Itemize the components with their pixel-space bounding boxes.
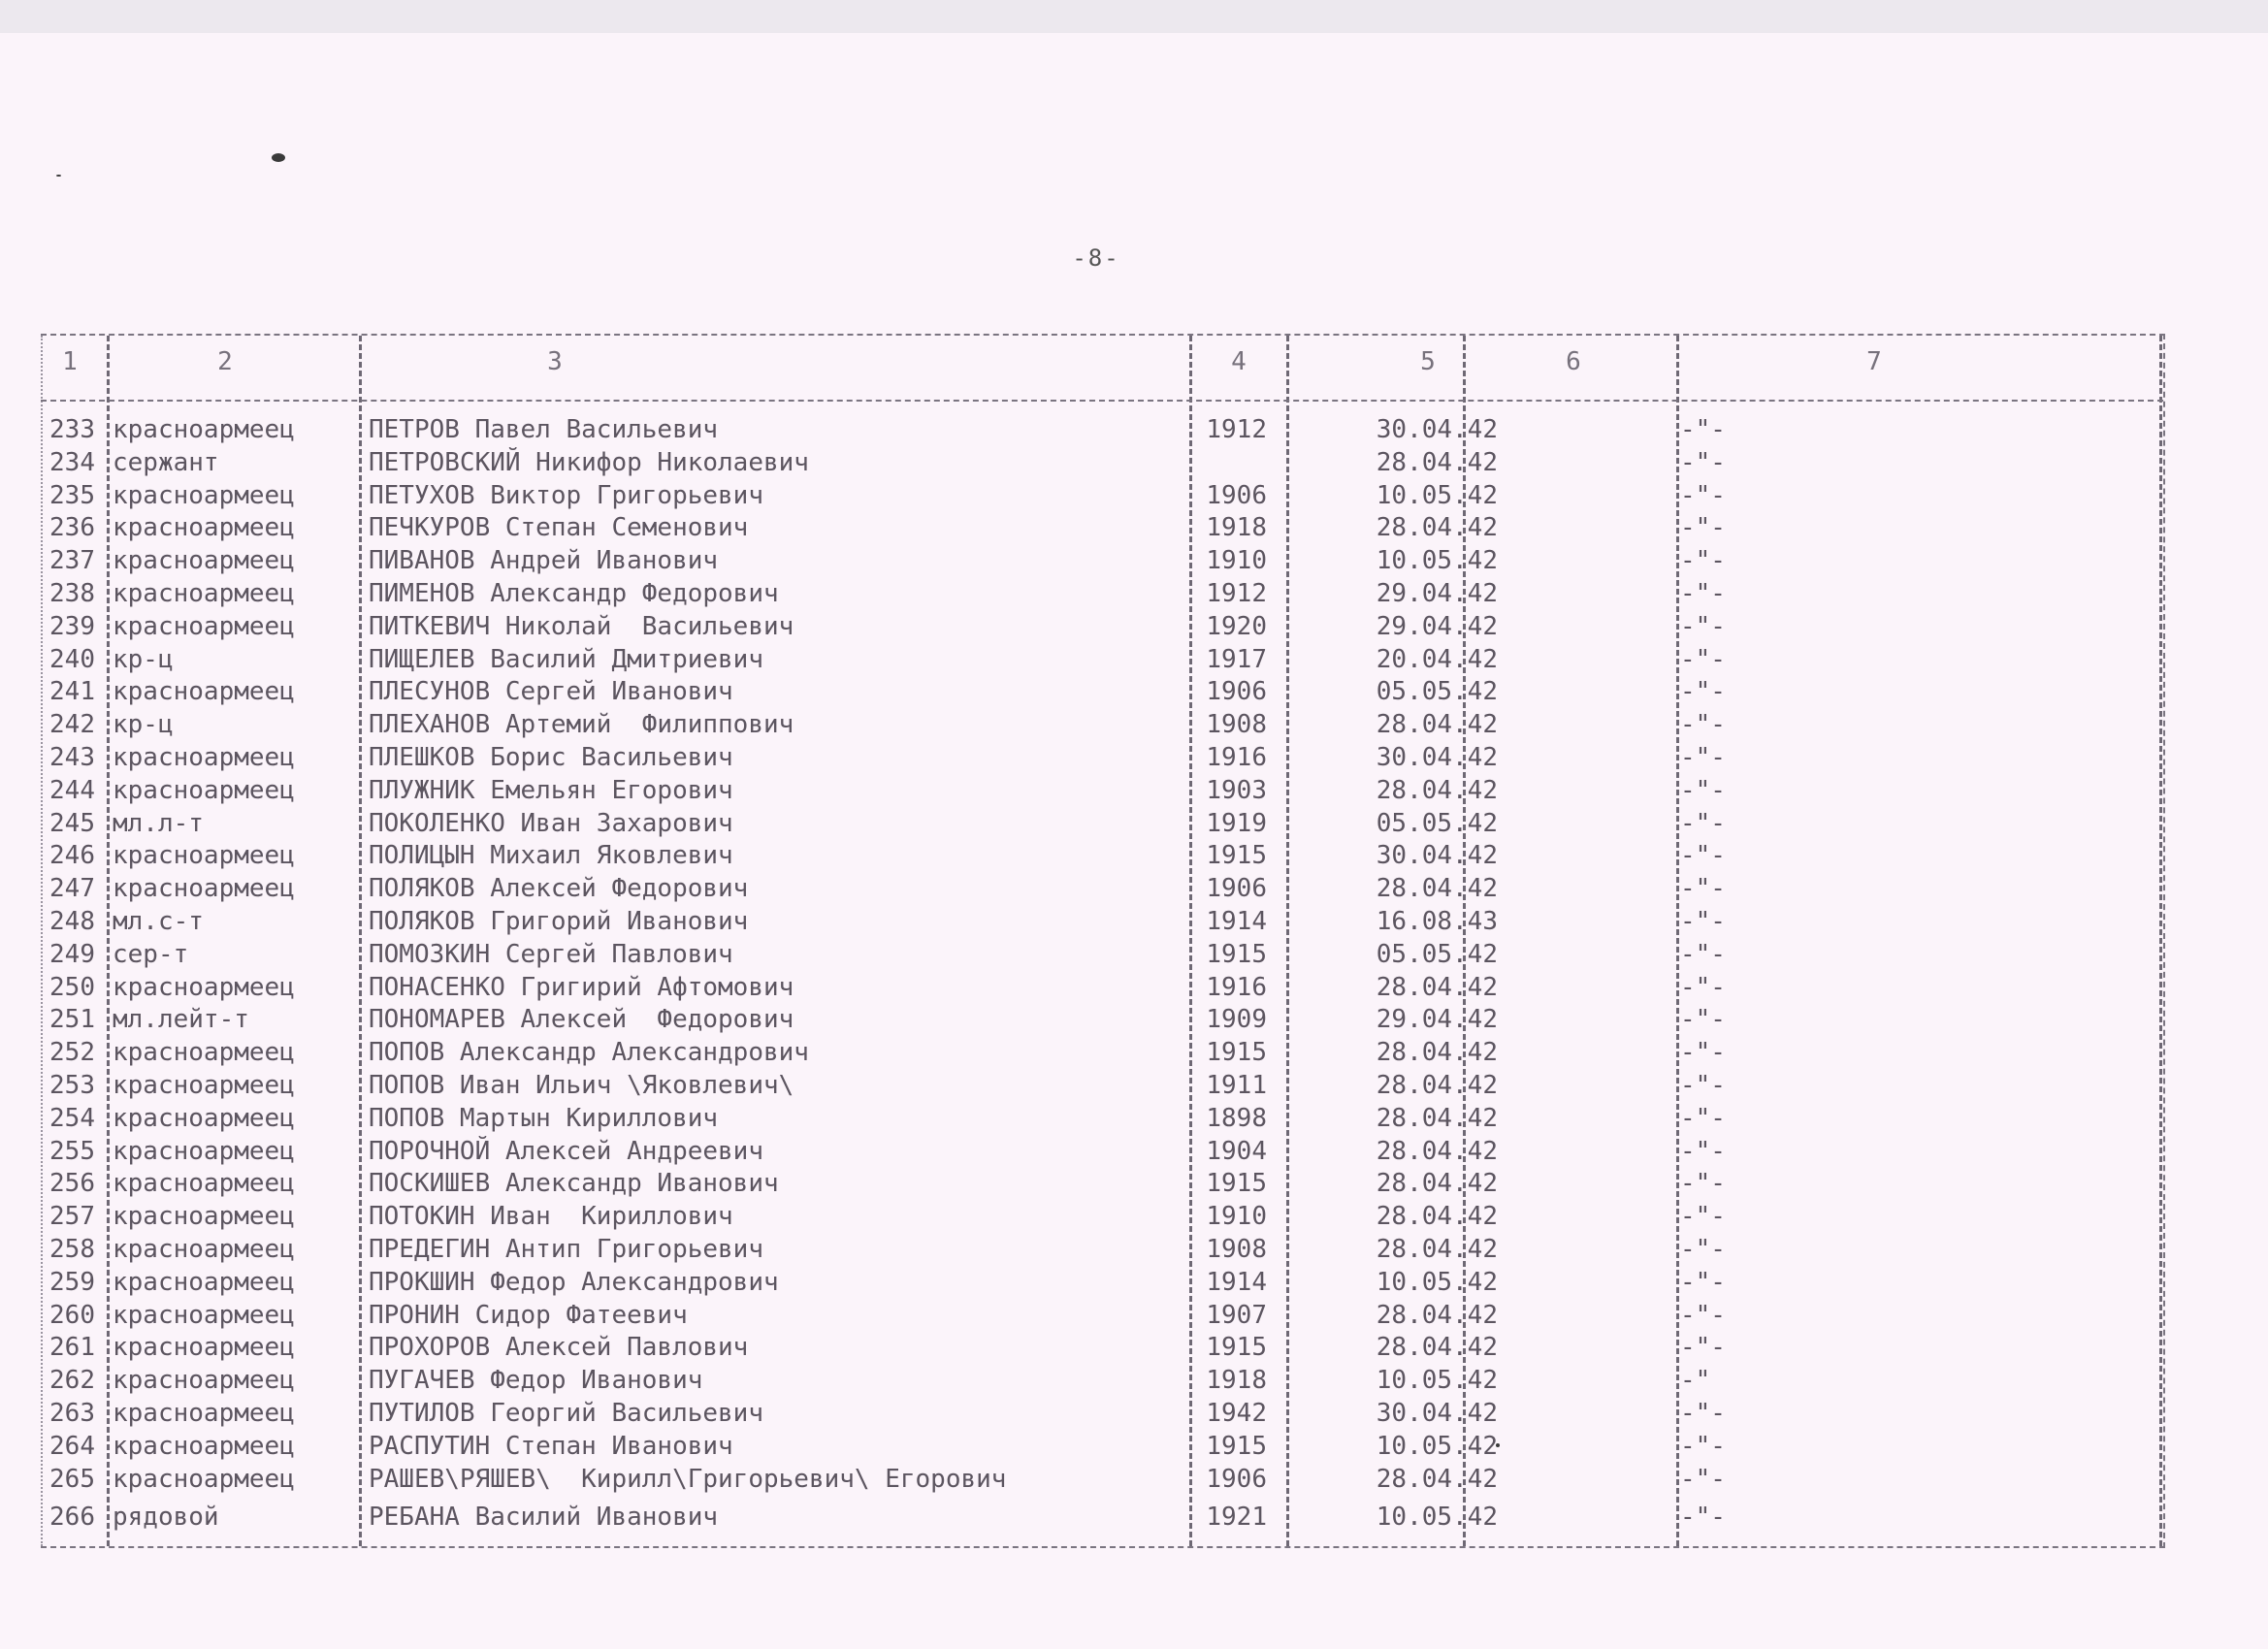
date-cell: 28.04.42	[1376, 972, 1498, 1002]
record-number: 243	[49, 743, 95, 772]
ditto-mark-cell: -"-	[1680, 1399, 1726, 1428]
ditto-mark-cell: -"-	[1680, 1267, 1726, 1297]
date-cell: 28.04.42	[1376, 710, 1498, 740]
ditto-mark-cell: -"-	[1680, 972, 1726, 1002]
column-header-1: 1	[62, 347, 78, 376]
full-name-cell: ПИЩЕЛЕВ Василий Дмитриевич	[369, 644, 763, 674]
rank-cell: красноармеец	[113, 1431, 295, 1461]
record-number: 265	[49, 1464, 95, 1494]
table-row	[41, 1102, 2165, 1135]
record-number: 260	[49, 1300, 95, 1330]
full-name-cell: ПРОКШИН Федор Александрович	[369, 1267, 779, 1297]
date-cell: 28.04.42	[1376, 1235, 1498, 1264]
record-number: 251	[49, 1005, 95, 1035]
date-cell: 16.08.43	[1376, 907, 1498, 936]
full-name-cell: ПИМЕНОВ Александр Федорович	[369, 579, 779, 608]
record-number: 255	[49, 1136, 95, 1166]
date-cell: 05.05.42	[1376, 677, 1498, 707]
birth-year-cell: 1915	[1206, 1169, 1267, 1199]
birth-year-cell: 1915	[1206, 1038, 1267, 1068]
rank-cell: красноармеец	[113, 1333, 295, 1363]
date-cell: 29.04.42	[1376, 1005, 1498, 1035]
ditto-mark-cell: -"-	[1680, 1431, 1726, 1461]
full-name-cell: ПОЛЯКОВ Алексей Федорович	[369, 874, 749, 904]
table-row	[41, 905, 2165, 938]
table-row	[41, 1167, 2165, 1200]
date-cell: 28.04.42	[1376, 775, 1498, 805]
date-cell: 28.04.42	[1376, 1103, 1498, 1133]
full-name-cell: ПОНОМАРЕВ Алексей Федорович	[369, 1005, 794, 1035]
full-name-cell: ПОКОЛЕНКО Иван Захарович	[369, 808, 733, 838]
ditto-mark-cell: -"-	[1680, 1333, 1726, 1363]
rank-cell: красноармеец	[113, 1235, 295, 1264]
birth-year-cell: 1904	[1206, 1136, 1267, 1166]
birth-year-cell: 1917	[1206, 644, 1267, 674]
table-row	[41, 1036, 2165, 1069]
table-row	[41, 1364, 2165, 1397]
birth-year-cell: 1916	[1206, 743, 1267, 772]
scan-speck	[272, 153, 285, 162]
birth-year-cell: 1910	[1206, 1202, 1267, 1232]
rank-cell: красноармеец	[113, 546, 295, 576]
birth-year-cell: 1909	[1206, 1005, 1267, 1035]
date-cell: 28.04.42	[1376, 874, 1498, 904]
table-row	[41, 1069, 2165, 1102]
table-row	[41, 544, 2165, 577]
date-cell: 28.04.42	[1376, 1333, 1498, 1363]
column-header-3: 3	[547, 347, 563, 376]
birth-year-cell: 1914	[1206, 907, 1267, 936]
rank-cell: красноармеец	[113, 611, 295, 641]
table-row	[41, 774, 2165, 807]
rank-cell: красноармеец	[113, 841, 295, 871]
ditto-mark-cell: -"-	[1680, 775, 1726, 805]
record-number: 264	[49, 1431, 95, 1461]
date-cell: 28.04.42	[1376, 513, 1498, 543]
rank-cell: красноармеец	[113, 874, 295, 904]
date-cell: 28.04.42	[1376, 1038, 1498, 1068]
full-name-cell: ПОМОЗКИН Сергей Павлович	[369, 939, 733, 969]
date-cell: 05.05.42	[1376, 808, 1498, 838]
date-cell: 29.04.42	[1376, 579, 1498, 608]
birth-year-cell: 1919	[1206, 808, 1267, 838]
record-number: 233	[49, 415, 95, 444]
record-number: 253	[49, 1071, 95, 1100]
birth-year-cell: 1912	[1206, 579, 1267, 608]
ditto-mark-cell: -"-	[1680, 546, 1726, 576]
record-number: 249	[49, 939, 95, 969]
column-header-2: 2	[217, 347, 233, 376]
table-row	[41, 1200, 2165, 1233]
record-number: 235	[49, 480, 95, 510]
full-name-cell: ПОПОВ Александр Александрович	[369, 1038, 809, 1068]
ditto-mark-cell: -"-	[1680, 1136, 1726, 1166]
full-name-cell: ПУТИЛОВ Георгий Васильевич	[369, 1399, 763, 1428]
date-cell: 28.04.42	[1376, 1136, 1498, 1166]
birth-year-cell: 1907	[1206, 1300, 1267, 1330]
full-name-cell: ПОПОВ Мартын Кириллович	[369, 1103, 719, 1133]
ditto-mark-cell: -"-	[1680, 513, 1726, 543]
ditto-mark-cell: -"-	[1680, 1005, 1726, 1035]
table-row	[41, 1331, 2165, 1364]
table-row	[41, 938, 2165, 971]
rank-cell: красноармеец	[113, 1103, 295, 1133]
ditto-mark-cell: -"-	[1680, 710, 1726, 740]
record-number: 237	[49, 546, 95, 576]
table-row	[41, 446, 2165, 479]
birth-year-cell: 1916	[1206, 972, 1267, 1002]
rank-cell: красноармеец	[113, 1300, 295, 1330]
ditto-mark-cell: -"-	[1680, 644, 1726, 674]
full-name-cell: ПОТОКИН Иван Кириллович	[369, 1202, 733, 1232]
ditto-mark-cell: -"-	[1680, 1202, 1726, 1232]
table-row	[41, 708, 2165, 741]
rank-cell: красноармеец	[113, 972, 295, 1002]
date-cell: 10.05.42	[1376, 546, 1498, 576]
birth-year-cell: 1912	[1206, 415, 1267, 444]
date-cell: 30.04.42	[1376, 841, 1498, 871]
full-name-cell: ПРОХОРОВ Алексей Павлович	[369, 1333, 749, 1363]
rank-cell: красноармеец	[113, 579, 295, 608]
table-row	[41, 479, 2165, 512]
record-number: 252	[49, 1038, 95, 1068]
full-name-cell: ПЛЕСУНОВ Сергей Иванович	[369, 677, 733, 707]
table-row	[41, 413, 2165, 446]
date-cell: 10.05.42	[1376, 480, 1498, 510]
record-number: 246	[49, 841, 95, 871]
full-name-cell: ПОРОЧНОЙ Алексей Андреевич	[369, 1136, 763, 1166]
column-header-7: 7	[1866, 347, 1882, 376]
ditto-mark-cell: -"-	[1680, 677, 1726, 707]
rank-cell: красноармеец	[113, 1267, 295, 1297]
record-number: 266	[49, 1503, 95, 1533]
full-name-cell: ПЕЧКУРОВ Степан Семенович	[369, 513, 749, 543]
rank-cell: кр-ц	[113, 644, 174, 674]
date-cell: 28.04.42	[1376, 1169, 1498, 1199]
rank-cell: красноармеец	[113, 1136, 295, 1166]
scan-speck	[56, 175, 61, 177]
rank-cell: сер-т	[113, 939, 189, 969]
rank-cell: красноармеец	[113, 1202, 295, 1232]
birth-year-cell: 1920	[1206, 611, 1267, 641]
full-name-cell: ПОПОВ Иван Ильич \Яковлевич\	[369, 1071, 794, 1100]
full-name-cell: ПЕТРОВ Павел Васильевич	[369, 415, 719, 444]
ditto-mark-cell: -"-	[1680, 611, 1726, 641]
rank-cell: красноармеец	[113, 1038, 295, 1068]
rank-cell: сержант	[113, 447, 219, 477]
rank-cell: красноармеец	[113, 743, 295, 772]
birth-year-cell: 1915	[1206, 939, 1267, 969]
table-row	[41, 971, 2165, 1004]
date-cell: 05.05.42	[1376, 939, 1498, 969]
table-row	[41, 1397, 2165, 1430]
ditto-mark-cell: -"-	[1680, 841, 1726, 871]
rank-cell: красноармеец	[113, 775, 295, 805]
rank-cell: красноармеец	[113, 1366, 295, 1396]
rank-cell: мл.л-т	[113, 808, 204, 838]
record-number: 261	[49, 1333, 95, 1363]
birth-year-cell: 1903	[1206, 775, 1267, 805]
rank-cell: красноармеец	[113, 415, 295, 444]
table-row	[41, 1430, 2165, 1463]
full-name-cell: ПЕТРОВСКИЙ Никифор Николаевич	[369, 447, 809, 477]
record-number: 256	[49, 1169, 95, 1199]
ditto-mark-cell: -"-	[1680, 480, 1726, 510]
record-number: 245	[49, 808, 95, 838]
full-name-cell: РЕБАНА Василий Иванович	[369, 1503, 719, 1533]
birth-year-cell: 1942	[1206, 1399, 1267, 1428]
full-name-cell: ПРОНИН Сидор Фатеевич	[369, 1300, 688, 1330]
rank-cell: красноармеец	[113, 1169, 295, 1199]
full-name-cell: ПИТКЕВИЧ Николай Васильевич	[369, 611, 794, 641]
record-number: 236	[49, 513, 95, 543]
record-number: 257	[49, 1202, 95, 1232]
birth-year-cell: 1906	[1206, 480, 1267, 510]
date-cell: 28.04.42	[1376, 447, 1498, 477]
table-row	[41, 1135, 2165, 1168]
rank-cell: мл.лейт-т	[113, 1005, 249, 1035]
birth-year-cell: 1906	[1206, 1464, 1267, 1494]
birth-year-cell: 1918	[1206, 1366, 1267, 1396]
rank-cell: красноармеец	[113, 1071, 295, 1100]
birth-year-cell: 1908	[1206, 1235, 1267, 1264]
date-cell: 30.04.42	[1376, 415, 1498, 444]
table-row	[41, 1463, 2165, 1496]
birth-year-cell: 1898	[1206, 1103, 1267, 1133]
table-row	[41, 675, 2165, 708]
ditto-mark-cell: -"-	[1680, 579, 1726, 608]
records-table	[41, 334, 2165, 1548]
record-number: 263	[49, 1399, 95, 1428]
page-number: -8-	[1072, 244, 1120, 272]
rank-cell: рядовой	[113, 1503, 219, 1533]
record-number: 258	[49, 1235, 95, 1264]
ditto-mark-cell: -"-	[1680, 939, 1726, 969]
record-number: 250	[49, 972, 95, 1002]
date-cell: 28.04.42	[1376, 1464, 1498, 1494]
rank-cell: мл.с-т	[113, 907, 204, 936]
full-name-cell: РАСПУТИН Степан Иванович	[369, 1431, 733, 1461]
birth-year-cell: 1918	[1206, 513, 1267, 543]
date-cell: 10.05.42	[1376, 1267, 1498, 1297]
date-cell: 10.05.42	[1376, 1431, 1498, 1461]
full-name-cell: ПОЛИЦЫН Михаил Яковлевич	[369, 841, 733, 871]
full-name-cell: РАШЕВ\РЯШЕВ\ Кирилл\Григорьевич\ Егорович	[369, 1464, 1007, 1494]
table-row	[41, 1299, 2165, 1332]
record-number: 242	[49, 710, 95, 740]
ditto-mark-cell: -"-	[1680, 1503, 1726, 1533]
table-row	[41, 643, 2165, 676]
rank-cell: красноармеец	[113, 1464, 295, 1494]
scan-top-edge	[0, 0, 2268, 33]
ditto-mark-cell: -"	[1680, 1366, 1711, 1396]
ditto-mark-cell: -"-	[1680, 1103, 1726, 1133]
date-cell: 28.04.42	[1376, 1300, 1498, 1330]
date-cell: 10.05.42	[1376, 1366, 1498, 1396]
record-number: 240	[49, 644, 95, 674]
table-row	[41, 610, 2165, 643]
birth-year-cell: 1906	[1206, 677, 1267, 707]
table-row	[41, 577, 2165, 610]
record-number: 234	[49, 447, 95, 477]
column-header-5: 5	[1420, 347, 1436, 376]
record-number: 254	[49, 1103, 95, 1133]
table-row	[41, 1233, 2165, 1266]
ditto-mark-cell: -"-	[1680, 1071, 1726, 1100]
full-name-cell: ПЛЕХАНОВ Артемий Филиппович	[369, 710, 794, 740]
rank-cell: красноармеец	[113, 677, 295, 707]
table-row	[41, 872, 2165, 905]
record-number: 238	[49, 579, 95, 608]
full-name-cell: ПЛЕШКОВ Борис Васильевич	[369, 743, 733, 772]
ditto-mark-cell: -"-	[1680, 415, 1726, 444]
ditto-mark-cell: -"-	[1680, 874, 1726, 904]
rank-cell: красноармеец	[113, 480, 295, 510]
header-divider	[41, 400, 2163, 402]
table-row	[41, 839, 2165, 872]
date-cell: 30.04.42	[1376, 1399, 1498, 1428]
record-number: 244	[49, 775, 95, 805]
full-name-cell: ПРЕДЕГИН Антип Григорьевич	[369, 1235, 763, 1264]
ditto-mark-cell: -"-	[1680, 743, 1726, 772]
record-number: 259	[49, 1267, 95, 1297]
date-cell: 28.04.42	[1376, 1202, 1498, 1232]
date-cell: 10.05.42	[1376, 1503, 1498, 1533]
ditto-mark-cell: -"-	[1680, 1464, 1726, 1494]
birth-year-cell: 1911	[1206, 1071, 1267, 1100]
table-row	[41, 807, 2165, 840]
full-name-cell: ПОЛЯКОВ Григорий Иванович	[369, 907, 749, 936]
birth-year-cell: 1915	[1206, 1431, 1267, 1461]
birth-year-cell: 1921	[1206, 1503, 1267, 1533]
rank-cell: красноармеец	[113, 513, 295, 543]
rank-cell: кр-ц	[113, 710, 174, 740]
full-name-cell: ПОСКИШЕВ Александр Иванович	[369, 1169, 779, 1199]
table-row	[41, 511, 2165, 544]
ditto-mark-cell: -"-	[1680, 1235, 1726, 1264]
birth-year-cell: 1915	[1206, 841, 1267, 871]
full-name-cell: ПЛУЖНИК Емельян Егорович	[369, 775, 733, 805]
column-header-4: 4	[1231, 347, 1247, 376]
full-name-cell: ПУГАЧЕВ Федор Иванович	[369, 1366, 703, 1396]
full-name-cell: ПЕТУХОВ Виктор Григорьевич	[369, 480, 763, 510]
birth-year-cell: 1906	[1206, 874, 1267, 904]
ditto-mark-cell: -"-	[1680, 447, 1726, 477]
table-row	[41, 1501, 2165, 1534]
date-cell: 30.04.42	[1376, 743, 1498, 772]
record-number: 241	[49, 677, 95, 707]
record-number: 247	[49, 874, 95, 904]
record-number: 248	[49, 907, 95, 936]
date-cell: 29.04.42	[1376, 611, 1498, 641]
record-number: 239	[49, 611, 95, 641]
ditto-mark-cell: -"-	[1680, 1300, 1726, 1330]
table-row	[41, 1266, 2165, 1299]
birth-year-cell: 1908	[1206, 710, 1267, 740]
ditto-mark-cell: -"-	[1680, 1038, 1726, 1068]
date-cell: 28.04.42	[1376, 1071, 1498, 1100]
full-name-cell: ПИВАНОВ Андрей Иванович	[369, 546, 719, 576]
table-row	[41, 1003, 2165, 1036]
column-header-6: 6	[1566, 347, 1581, 376]
birth-year-cell: 1910	[1206, 546, 1267, 576]
ditto-mark-cell: -"-	[1680, 907, 1726, 936]
date-cell: 20.04.42	[1376, 644, 1498, 674]
ditto-mark-cell: -"-	[1680, 808, 1726, 838]
rank-cell: красноармеец	[113, 1399, 295, 1428]
ditto-mark-cell: -"-	[1680, 1169, 1726, 1199]
full-name-cell: ПОНАСЕНКО Григирий Афтомович	[369, 972, 794, 1002]
birth-year-cell: 1915	[1206, 1333, 1267, 1363]
table-row	[41, 741, 2165, 774]
birth-year-cell: 1914	[1206, 1267, 1267, 1297]
record-number: 262	[49, 1366, 95, 1396]
